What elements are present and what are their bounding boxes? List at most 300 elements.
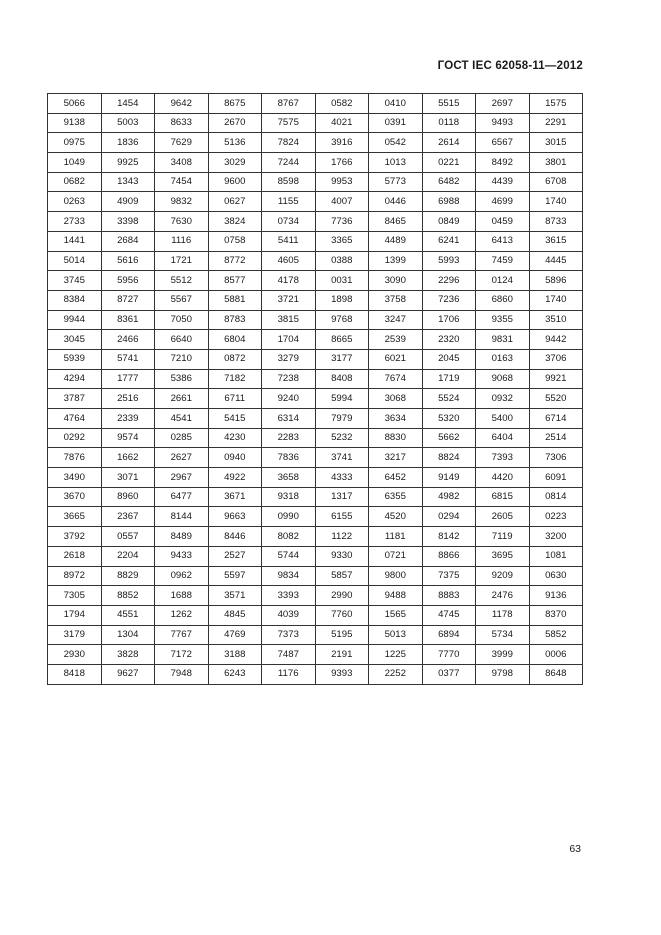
table-row: [48, 389, 583, 409]
table-cell: 8144: [155, 507, 209, 527]
table-row: [48, 153, 583, 173]
table-cell: 6860: [476, 290, 530, 310]
table-cell: 3615: [529, 231, 583, 251]
table-cell: 5320: [422, 409, 476, 429]
table-cell: 9627: [101, 664, 155, 684]
table-cell: 2291: [529, 113, 583, 133]
table-cell: 9138: [48, 113, 102, 133]
table-cell: 5524: [422, 389, 476, 409]
table-cell: 4439: [476, 172, 530, 192]
table-cell: 0410: [369, 94, 423, 114]
table-cell: 8960: [101, 487, 155, 507]
table-cell: 3571: [208, 586, 262, 606]
table-cell: 0221: [422, 153, 476, 173]
table-row: [48, 369, 583, 389]
table-cell: 2684: [101, 231, 155, 251]
table-cell: 3068: [369, 389, 423, 409]
table-cell: 3279: [262, 349, 316, 369]
table-cell: 5066: [48, 94, 102, 114]
table-cell: 5741: [101, 349, 155, 369]
table-cell: 3824: [208, 212, 262, 232]
table-cell: 0377: [422, 664, 476, 684]
table-cell: 0814: [529, 487, 583, 507]
table-row: [48, 330, 583, 350]
table-cell: 6477: [155, 487, 209, 507]
table-cell: 4039: [262, 605, 316, 625]
table-cell: 0932: [476, 389, 530, 409]
table-cell: 9831: [476, 330, 530, 350]
table-cell: 5013: [369, 625, 423, 645]
table-cell: 5994: [315, 389, 369, 409]
table-cell: 8883: [422, 586, 476, 606]
table-cell: 9068: [476, 369, 530, 389]
table-cell: 8665: [315, 330, 369, 350]
table-cell: 0557: [101, 527, 155, 547]
table-row: [48, 251, 583, 271]
table-cell: 3741: [315, 448, 369, 468]
random-numbers-table: [47, 93, 583, 685]
table-cell: 5744: [262, 546, 316, 566]
table-cell: 8361: [101, 310, 155, 330]
table-cell: 8866: [422, 546, 476, 566]
table-cell: 1719: [422, 369, 476, 389]
table-cell: 2627: [155, 448, 209, 468]
table-cell: 9318: [262, 487, 316, 507]
table-cell: 3916: [315, 133, 369, 153]
table-cell: 7305: [48, 586, 102, 606]
table-cell: 4333: [315, 468, 369, 488]
table-cell: 4922: [208, 468, 262, 488]
table-cell: 2605: [476, 507, 530, 527]
table-cell: 5773: [369, 172, 423, 192]
table-cell: 7824: [262, 133, 316, 153]
table-cell: 3745: [48, 271, 102, 291]
table-cell: 6815: [476, 487, 530, 507]
table-cell: 8824: [422, 448, 476, 468]
table-row: [48, 212, 583, 232]
table-cell: 9574: [101, 428, 155, 448]
table-cell: 7770: [422, 645, 476, 665]
table-cell: 4769: [208, 625, 262, 645]
table-cell: 3490: [48, 468, 102, 488]
table-row: [48, 605, 583, 625]
table-cell: 4764: [48, 409, 102, 429]
table-cell: 5411: [262, 231, 316, 251]
table-cell: 8733: [529, 212, 583, 232]
table-cell: 7487: [262, 645, 316, 665]
table-cell: 7979: [315, 409, 369, 429]
table-cell: 1575: [529, 94, 583, 114]
table-cell: 3247: [369, 310, 423, 330]
table-cell: 7375: [422, 566, 476, 586]
table-cell: 1155: [262, 192, 316, 212]
table-cell: 9240: [262, 389, 316, 409]
table-cell: 4445: [529, 251, 583, 271]
table-cell: 5515: [422, 94, 476, 114]
table-cell: 5956: [101, 271, 155, 291]
table-cell: 8727: [101, 290, 155, 310]
table-cell: 2296: [422, 271, 476, 291]
table-cell: 4420: [476, 468, 530, 488]
table-cell: 0292: [48, 428, 102, 448]
table-cell: 6714: [529, 409, 583, 429]
table-cell: 7736: [315, 212, 369, 232]
table-cell: 6452: [369, 468, 423, 488]
table-cell: 8142: [422, 527, 476, 547]
table-body: [48, 94, 583, 685]
table-cell: 3787: [48, 389, 102, 409]
table-cell: 3634: [369, 409, 423, 429]
table-cell: 0849: [422, 212, 476, 232]
table-cell: 7306: [529, 448, 583, 468]
table-cell: 9136: [529, 586, 583, 606]
table-cell: 7454: [155, 172, 209, 192]
table-cell: 7210: [155, 349, 209, 369]
table-cell: 8598: [262, 172, 316, 192]
table-cell: 9600: [208, 172, 262, 192]
table-cell: 7630: [155, 212, 209, 232]
table-cell: 1766: [315, 153, 369, 173]
table-cell: 8830: [369, 428, 423, 448]
table-cell: 2514: [529, 428, 583, 448]
table-cell: 7674: [369, 369, 423, 389]
table-cell: 2367: [101, 507, 155, 527]
table-cell: 4605: [262, 251, 316, 271]
table-cell: 8418: [48, 664, 102, 684]
table-cell: 9663: [208, 507, 262, 527]
table-cell: 9642: [155, 94, 209, 114]
table-cell: 0627: [208, 192, 262, 212]
table-cell: 1740: [529, 192, 583, 212]
table-cell: 3792: [48, 527, 102, 547]
table-cell: 0940: [208, 448, 262, 468]
table-cell: 0118: [422, 113, 476, 133]
table-cell: 3721: [262, 290, 316, 310]
table-cell: 4178: [262, 271, 316, 291]
table-cell: 2990: [315, 586, 369, 606]
table-cell: 3029: [208, 153, 262, 173]
table-cell: 3177: [315, 349, 369, 369]
table-cell: 2045: [422, 349, 476, 369]
table-cell: 3828: [101, 645, 155, 665]
table-cell: 0990: [262, 507, 316, 527]
table-cell: 5993: [422, 251, 476, 271]
table-cell: 5520: [529, 389, 583, 409]
table-cell: 0872: [208, 349, 262, 369]
table-cell: 8852: [101, 586, 155, 606]
table-cell: 1688: [155, 586, 209, 606]
table-cell: 3365: [315, 231, 369, 251]
table-cell: 7238: [262, 369, 316, 389]
table-cell: 6243: [208, 664, 262, 684]
table-cell: 0758: [208, 231, 262, 251]
table-cell: 3815: [262, 310, 316, 330]
table-cell: 5136: [208, 133, 262, 153]
table-cell: 1721: [155, 251, 209, 271]
table-cell: 8648: [529, 664, 583, 684]
table-cell: 0975: [48, 133, 102, 153]
table-cell: 8675: [208, 94, 262, 114]
table-cell: 2283: [262, 428, 316, 448]
table-cell: 3665: [48, 507, 102, 527]
table-cell: 1777: [101, 369, 155, 389]
table-cell: 7948: [155, 664, 209, 684]
page-number: 63: [569, 843, 581, 855]
table-row: [48, 231, 583, 251]
table-row: [48, 133, 583, 153]
table-cell: 8783: [208, 310, 262, 330]
table-cell: 3188: [208, 645, 262, 665]
table-cell: 1317: [315, 487, 369, 507]
table-cell: 8408: [315, 369, 369, 389]
table-cell: 2320: [422, 330, 476, 350]
table-cell: 1304: [101, 625, 155, 645]
table-cell: 1122: [315, 527, 369, 547]
table-cell: 1176: [262, 664, 316, 684]
table-row: [48, 172, 583, 192]
table-row: [48, 310, 583, 330]
table-cell: 3658: [262, 468, 316, 488]
table-cell: 9800: [369, 566, 423, 586]
table-cell: 7373: [262, 625, 316, 645]
table-cell: 7459: [476, 251, 530, 271]
table-cell: 1565: [369, 605, 423, 625]
table-cell: 0391: [369, 113, 423, 133]
table-cell: 0734: [262, 212, 316, 232]
table-cell: 5400: [476, 409, 530, 429]
table-cell: 9442: [529, 330, 583, 350]
table-cell: 3179: [48, 625, 102, 645]
table-cell: 9768: [315, 310, 369, 330]
table-cell: 2967: [155, 468, 209, 488]
table-cell: 4745: [422, 605, 476, 625]
table-cell: 1081: [529, 546, 583, 566]
table-cell: 6021: [369, 349, 423, 369]
table-cell: 0006: [529, 645, 583, 665]
table-cell: 5195: [315, 625, 369, 645]
table-cell: 7760: [315, 605, 369, 625]
table-cell: 3015: [529, 133, 583, 153]
table-row: [48, 527, 583, 547]
table-cell: 9834: [262, 566, 316, 586]
table-cell: 1178: [476, 605, 530, 625]
table-cell: 9355: [476, 310, 530, 330]
table-cell: 4982: [422, 487, 476, 507]
table-cell: 2614: [422, 133, 476, 153]
table-row: [48, 645, 583, 665]
table-cell: 1898: [315, 290, 369, 310]
table-cell: 5014: [48, 251, 102, 271]
table-cell: 6314: [262, 409, 316, 429]
table-cell: 3510: [529, 310, 583, 330]
table-cell: 8492: [476, 153, 530, 173]
table-cell: 0721: [369, 546, 423, 566]
table-cell: 8767: [262, 94, 316, 114]
table-cell: 3071: [101, 468, 155, 488]
table-cell: 0459: [476, 212, 530, 232]
table-cell: 8082: [262, 527, 316, 547]
table-cell: 5616: [101, 251, 155, 271]
table-cell: 0446: [369, 192, 423, 212]
table-cell: 1706: [422, 310, 476, 330]
table-cell: 3801: [529, 153, 583, 173]
table-row: [48, 468, 583, 488]
table-row: [48, 409, 583, 429]
table-cell: 0124: [476, 271, 530, 291]
table-cell: 6091: [529, 468, 583, 488]
table-cell: 5567: [155, 290, 209, 310]
table-cell: 7393: [476, 448, 530, 468]
table-cell: 2661: [155, 389, 209, 409]
standard-designation: ГОСТ IEC 62058-11—2012: [437, 60, 583, 72]
table-cell: 6567: [476, 133, 530, 153]
table-cell: 9433: [155, 546, 209, 566]
table-cell: 4489: [369, 231, 423, 251]
table-cell: 1454: [101, 94, 155, 114]
table-cell: 7244: [262, 153, 316, 173]
table-cell: 7836: [262, 448, 316, 468]
table-cell: 9330: [315, 546, 369, 566]
table-cell: 4294: [48, 369, 102, 389]
table-cell: 6404: [476, 428, 530, 448]
table-cell: 0542: [369, 133, 423, 153]
table-cell: 5881: [208, 290, 262, 310]
table-row: [48, 664, 583, 684]
table-cell: 4230: [208, 428, 262, 448]
table-cell: 7236: [422, 290, 476, 310]
table-cell: 1225: [369, 645, 423, 665]
table-cell: 2697: [476, 94, 530, 114]
table-cell: 6708: [529, 172, 583, 192]
table-cell: 1441: [48, 231, 102, 251]
table-cell: 2930: [48, 645, 102, 665]
table-cell: 9925: [101, 153, 155, 173]
table-cell: 8446: [208, 527, 262, 547]
table-cell: 6988: [422, 192, 476, 212]
table-cell: 6804: [208, 330, 262, 350]
table-cell: 3706: [529, 349, 583, 369]
table-cell: 0294: [422, 507, 476, 527]
table-cell: 1262: [155, 605, 209, 625]
table-cell: 1740: [529, 290, 583, 310]
table-cell: 0285: [155, 428, 209, 448]
table-row: [48, 487, 583, 507]
table-cell: 2204: [101, 546, 155, 566]
table-cell: 3200: [529, 527, 583, 547]
table-cell: 8577: [208, 271, 262, 291]
table-cell: 8370: [529, 605, 583, 625]
table-cell: 2527: [208, 546, 262, 566]
table-cell: 2618: [48, 546, 102, 566]
table-cell: 9393: [315, 664, 369, 684]
table-cell: 1181: [369, 527, 423, 547]
table-row: [48, 625, 583, 645]
table-cell: 7050: [155, 310, 209, 330]
table-cell: 3758: [369, 290, 423, 310]
table-cell: 0031: [315, 271, 369, 291]
table-row: [48, 271, 583, 291]
table-cell: 9493: [476, 113, 530, 133]
table-row: [48, 349, 583, 369]
table-cell: 1662: [101, 448, 155, 468]
table-cell: 1343: [101, 172, 155, 192]
table-cell: 0163: [476, 349, 530, 369]
table-cell: 5852: [529, 625, 583, 645]
table-row: [48, 546, 583, 566]
table-cell: 0263: [48, 192, 102, 212]
table-cell: 3398: [101, 212, 155, 232]
table-cell: 0962: [155, 566, 209, 586]
table-cell: 2476: [476, 586, 530, 606]
table-cell: 7876: [48, 448, 102, 468]
table-cell: 3999: [476, 645, 530, 665]
table-row: [48, 566, 583, 586]
table-cell: 5597: [208, 566, 262, 586]
table-cell: 2339: [101, 409, 155, 429]
table-cell: 9921: [529, 369, 583, 389]
table-cell: 9832: [155, 192, 209, 212]
table-cell: 5232: [315, 428, 369, 448]
table-cell: 0682: [48, 172, 102, 192]
table-row: [48, 192, 583, 212]
table-cell: 8384: [48, 290, 102, 310]
table-cell: 3695: [476, 546, 530, 566]
table-cell: 1049: [48, 153, 102, 173]
table-cell: 7575: [262, 113, 316, 133]
table-cell: 4007: [315, 192, 369, 212]
table-row: [48, 290, 583, 310]
table-cell: 0223: [529, 507, 583, 527]
table-cell: 4520: [369, 507, 423, 527]
table-cell: 0582: [315, 94, 369, 114]
table-cell: 4021: [315, 113, 369, 133]
table-cell: 8972: [48, 566, 102, 586]
table-cell: 3217: [369, 448, 423, 468]
table-cell: 1836: [101, 133, 155, 153]
table-cell: 5662: [422, 428, 476, 448]
table-cell: 4845: [208, 605, 262, 625]
table-cell: 2733: [48, 212, 102, 232]
table-cell: 5734: [476, 625, 530, 645]
table-cell: 3393: [262, 586, 316, 606]
table-row: [48, 586, 583, 606]
table-cell: 4699: [476, 192, 530, 212]
table-cell: 8465: [369, 212, 423, 232]
table-cell: 9209: [476, 566, 530, 586]
table-cell: 2516: [101, 389, 155, 409]
table-cell: 2539: [369, 330, 423, 350]
table-cell: 7767: [155, 625, 209, 645]
table-cell: 4909: [101, 192, 155, 212]
table-cell: 1399: [369, 251, 423, 271]
table-cell: 9488: [369, 586, 423, 606]
table-cell: 4541: [155, 409, 209, 429]
table-cell: 6894: [422, 625, 476, 645]
table-cell: 7629: [155, 133, 209, 153]
table-cell: 3408: [155, 153, 209, 173]
table-cell: 6355: [369, 487, 423, 507]
table-cell: 8772: [208, 251, 262, 271]
table-cell: 6482: [422, 172, 476, 192]
table-row: [48, 507, 583, 527]
table-row: [48, 448, 583, 468]
table-cell: 6413: [476, 231, 530, 251]
table-row: [48, 428, 583, 448]
table-cell: 3045: [48, 330, 102, 350]
table-cell: 3090: [369, 271, 423, 291]
table-cell: 1116: [155, 231, 209, 251]
table-cell: 0630: [529, 566, 583, 586]
